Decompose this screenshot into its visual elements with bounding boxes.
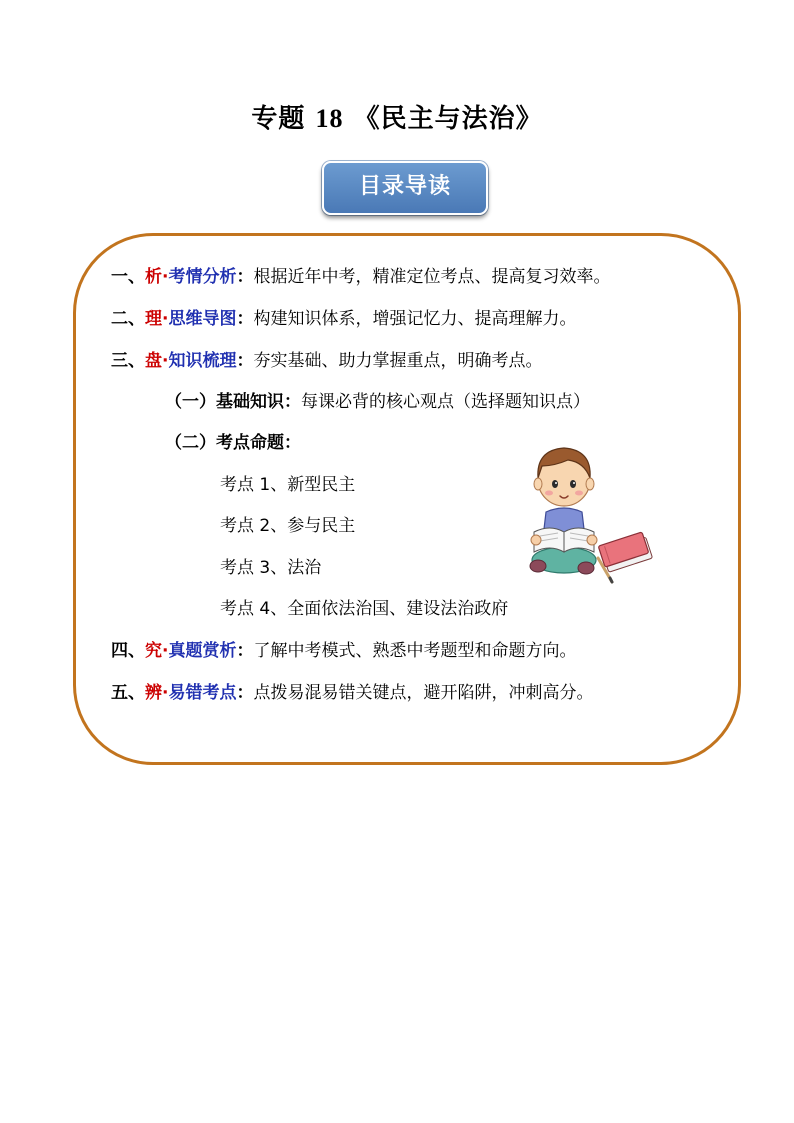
section-desc: 了解中考模式、熟悉中考题型和命题方向。 [253,641,577,661]
title-name: 《民主与法治》 [353,104,543,134]
subsection-label: （二）考点命题 [165,433,284,453]
section-heading: 知识梳理 [168,351,237,371]
section-colon: ： [236,683,254,703]
subsection-kaodian [165,432,301,454]
kaodian-item: 考点 3、法治 [220,558,322,578]
toc-item-zhenti [111,640,576,662]
kaodian-item: 考点 4、全面依法治国、建设法治政府 [220,599,509,619]
section-heading: 考情分析 [168,267,237,287]
section-index: 五、 [111,683,145,703]
section-heading: 真题赏析 [168,641,237,661]
section-colon: ： [236,309,254,329]
toc-item-siwei [111,308,576,330]
section-sep: · [162,683,169,703]
section-sep: · [162,641,169,661]
section-index: 二、 [111,309,145,329]
section-desc: 夯实基础、助力掌握重点，明确考点。 [253,351,543,371]
section-key: 理 [145,309,162,329]
section-index: 三、 [111,351,145,371]
section-index: 一、 [111,267,145,287]
subsection-colon: ： [284,433,301,453]
section-heading: 易错考点 [168,683,237,703]
section-colon: ： [236,351,254,371]
section-key: 析 [145,267,162,287]
kaodian-item: 考点 2、参与民主 [220,516,356,536]
kaodian-item: 考点 1、新型民主 [220,475,356,495]
section-key: 究 [145,641,162,661]
boy-reading-book-icon [524,436,656,584]
toc-item-zhishi [111,350,542,372]
toc-item-kaoqing [111,266,610,288]
section-sep: · [162,267,169,287]
subsection-desc: 每课必背的核心观点（选择题知识点） [301,392,590,412]
section-heading: 思维导图 [168,309,237,329]
title-number: 18 [315,104,344,133]
section-sep: · [162,351,169,371]
section-desc: 根据近年中考，精准定位考点、提高复习效率。 [253,267,611,287]
section-key: 盘 [145,351,162,371]
section-desc: 构建知识体系，增强记忆力、提高理解力。 [253,309,577,329]
page-title [0,98,794,135]
subsection-label: （一）基础知识 [165,392,284,412]
section-colon: ： [236,267,254,287]
toc-item-yicuo [111,682,593,704]
section-sep: · [162,309,169,329]
subsection-jichu [165,391,590,413]
section-key: 辨 [145,683,162,703]
section-index: 四、 [111,641,145,661]
section-desc: 点拨易混易错关键点，避开陷阱，冲刺高分。 [253,683,594,703]
section-colon: ： [236,641,254,661]
title-prefix: 专题 [251,104,306,134]
subsection-colon: ： [284,392,301,412]
toc-badge: 目录导读 [322,161,488,215]
